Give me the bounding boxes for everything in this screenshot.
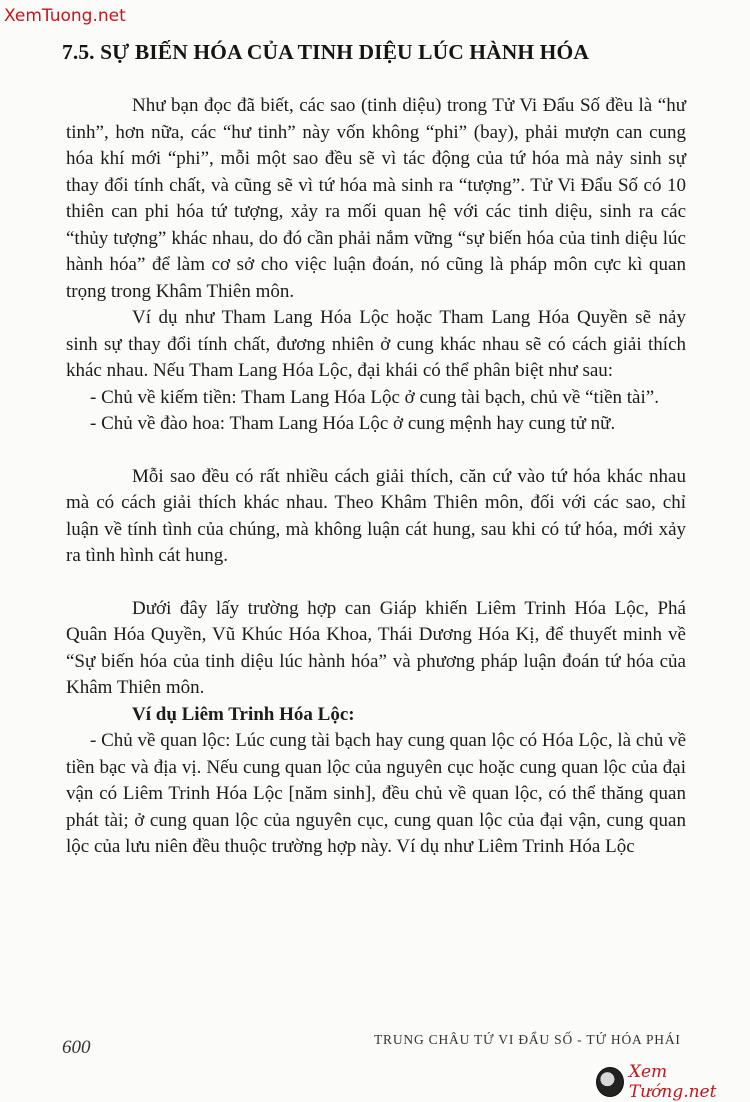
site-logo	[596, 1062, 750, 1102]
running-footer-title: TRUNG CHÂU TỨ VI ĐẨU SỐ - TỨ HÓA PHÁI	[374, 1032, 681, 1047]
bullet-wealth: - Chủ về kiếm tiền: Tham Lang Hóa Lộc ở cung tài bạch, chủ về “tiền tài”.	[90, 386, 659, 408]
paragraph-interpretation: Mỗi sao đều có rất nhiều cách giải thích, căn cứ vào tứ hóa khác nhau mà có cách giải thích khác nhau. Theo Khâm Thiên môn, đối với các sao, chỉ luận về tính tình của chúng, mà không luận cát hung, sau khi có tứ hóa, mới xảy ra tình hình cát hung.	[66, 465, 686, 566]
paragraph-career: - Chủ về quan lộc: Lúc cung tài bạch hay cung quan lộc có Hóa Lộc, là chủ về tiền bạc và địa vị. Nếu cung quan lộc của nguyên cục hoặc cung quan lộc của đại vận có Liêm Trinh Hóa Lộc [năm sinh], đều chủ về quan lộc, có thể thăng quan phát tài; ở cung quan lộc của nguyên cục, cung quan lộc của đại vận, cung quan lộc của lưu niên đều thuộc trường hợp này. Ví dụ như Liêm Trinh Hóa Lộc	[66, 730, 686, 857]
logo-text: Xem Tướng.net	[628, 1062, 717, 1102]
paragraph-example: Ví dụ như Tham Lang Hóa Lộc hoặc Tham Lang Hóa Quyền sẽ nảy sinh sự thay đổi tính chất, đương nhiên ở cung khác nhau sẽ có cách giải thích khác nhau. Nếu Tham Lang Hóa Lộc, đại khái có thể phân biệt như sau:	[66, 307, 686, 381]
page-number: 600	[62, 1037, 91, 1058]
example-subheading: Ví dụ Liêm Trinh Hóa Lộc:	[132, 703, 355, 725]
bullet-romance: - Chủ về đào hoa: Tham Lang Hóa Lộc ở cung mệnh hay cung tử nữ.	[90, 413, 616, 434]
paragraph-case-intro: Dưới đây lấy trường hợp can Giáp khiến Liêm Trinh Hóa Lộc, Phá Quân Hóa Quyền, Vũ Khúc Hóa Khoa, Thái Dương Hóa Kị, để thuyết minh về “Sự biến hóa của tinh diệu lúc hành hóa” và phương pháp luận đoán tứ hóa của Khâm Thiên môn.	[66, 597, 686, 698]
yin-yang-icon	[596, 1067, 624, 1097]
page-body	[66, 93, 686, 861]
section-heading: 7.5. SỰ BIẾN HÓA CỦA TINH DIỆU LÚC HÀNH HÓA	[62, 40, 589, 64]
site-watermark: XemTuong.net	[4, 6, 126, 26]
paragraph-intro: Như bạn đọc đã biết, các sao (tinh diệu) trong Tử Vi Đẩu Số đều là “hư tinh”, hơn nữa, các “hư tinh” này vốn không “phi” (bay), phải mượn can cung hóa khí mới “phi”, mỗi một sao đều sẽ vì tác động của tứ hóa mà nảy sinh sự thay đổi tính chất, và cũng sẽ vì tứ hóa mà sinh ra “tượng”. Tử Vi Đẩu Số có 10 thiên can phi hóa tứ tượng, xảy ra mối quan hệ với các tinh diệu, sinh ra các “thủy tượng” khác nhau, do đó cần phải nắm vững “sự biến hóa của tinh diệu lúc hành hóa” để làm cơ sở cho việc luận đoán, nó cũng là pháp môn cực kì quan trọng trong Khâm Thiên môn.	[66, 95, 686, 302]
